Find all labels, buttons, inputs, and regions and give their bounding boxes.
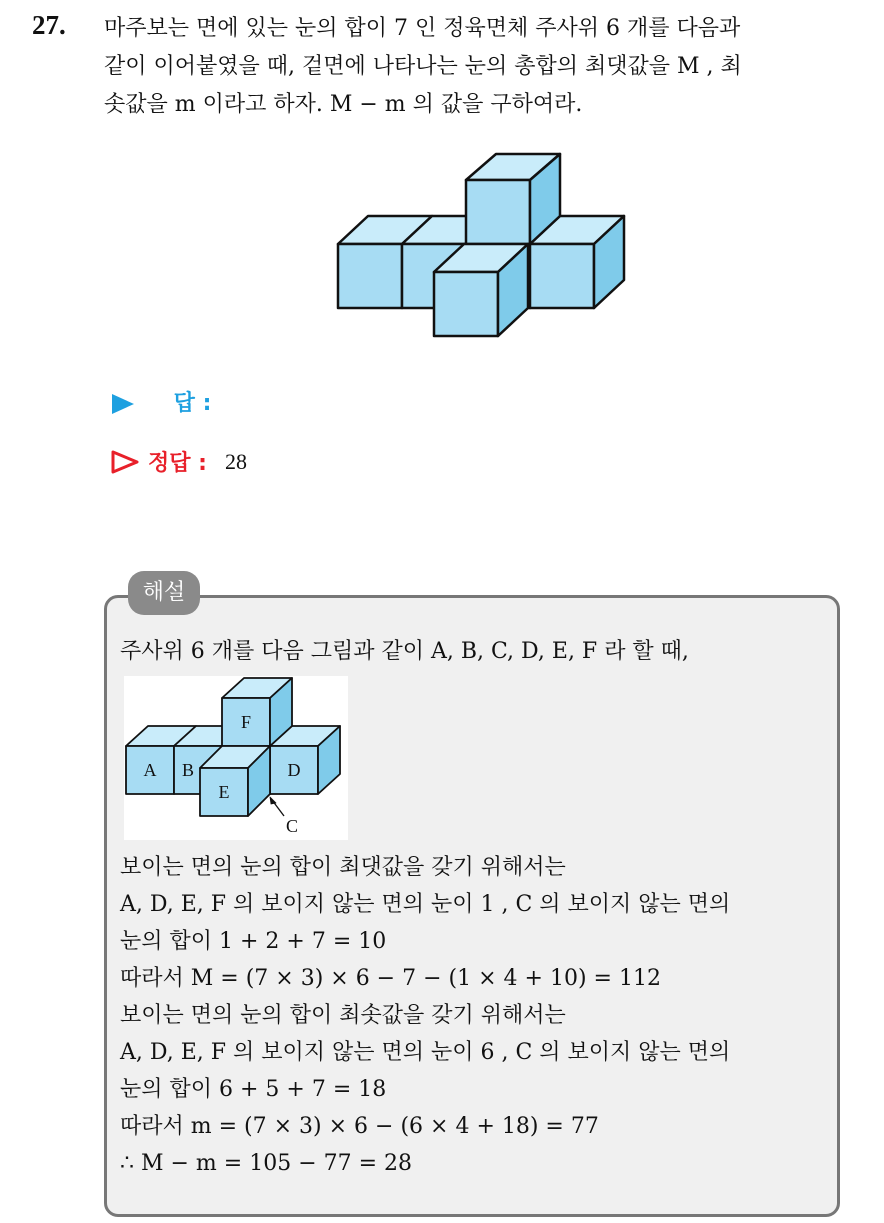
solution-line: 따라서 m = (7 × 3) × 6 − (6 × 4 + 18) = 77 — [120, 1114, 599, 1139]
question-line: 마주보는 면에 있는 눈의 합이 7 인 정육면체 주사위 6 개를 다음과 — [104, 16, 741, 41]
answer-row — [110, 386, 211, 417]
answer-label: 답 : — [173, 391, 212, 416]
label-a: A — [143, 760, 157, 780]
solution-line: A, D, E, F 의 보이지 않는 면의 눈이 1 , C 의 보이지 않는 면의 — [120, 892, 731, 917]
solution-tag: 해설 — [128, 571, 200, 615]
solution-line: 따라서 M = (7 × 3) × 6 − 7 − (1 × 4 + 10) = 112 — [120, 966, 661, 991]
label-c: C — [285, 816, 299, 836]
label-f: F — [240, 712, 252, 732]
solution-line: 보이는 면의 눈의 합이 최댓값을 갖기 위해서는 — [120, 855, 566, 880]
correct-answer-row — [110, 446, 247, 477]
play-arrow-icon — [110, 392, 136, 416]
label-b: B — [181, 760, 195, 780]
solution-line: A, D, E, F 의 보이지 않는 면의 눈이 6 , C 의 보이지 않는 면의 — [120, 1040, 731, 1065]
solution-line: 눈의 합이 1 + 2 + 7 = 10 — [120, 929, 387, 954]
correct-answer-label: 정답 : — [148, 451, 207, 476]
solution-line: 보이는 면의 눈의 합이 최솟값을 갖기 위해서는 — [120, 1003, 566, 1028]
solution-line: ∴ M − m = 105 − 77 = 28 — [120, 1151, 413, 1176]
question-line: 같이 이어붙였을 때, 겉면에 나타나는 눈의 총합의 최댓값을 M , 최 — [104, 54, 742, 79]
question-number: 27. — [32, 10, 66, 40]
solution-intro: 주사위 6 개를 다음 그림과 같이 A, B, C, D, E, F 라 할 때, — [120, 639, 689, 664]
solution-line: 눈의 합이 6 + 5 + 7 = 18 — [120, 1077, 387, 1102]
label-d: D — [287, 760, 301, 780]
correct-answer-value: 28 — [224, 448, 247, 474]
labelled-cube-figure — [124, 676, 348, 840]
outline-arrow-icon — [110, 449, 140, 475]
cube-figure — [334, 152, 634, 342]
label-e: E — [218, 782, 230, 802]
question-line: 솟값을 m 이라고 하자. M − m 의 값을 구하여라. — [104, 92, 583, 117]
question-text — [104, 10, 864, 124]
